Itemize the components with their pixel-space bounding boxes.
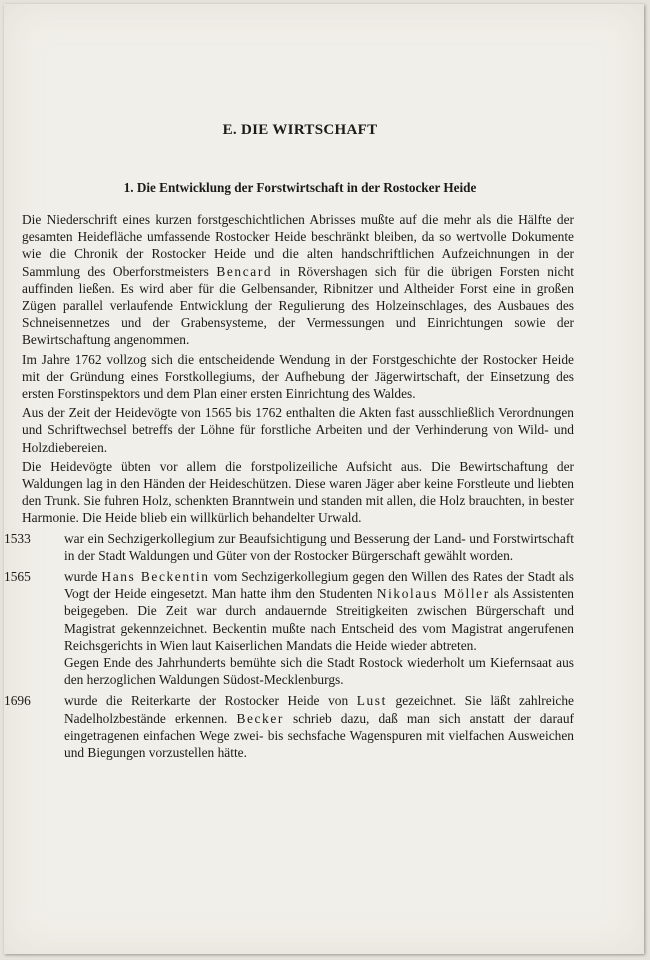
entry-text <box>64 692 574 761</box>
entry-text-continued: Gegen Ende des Jahrhunderts bemühte sich die Stadt Rostock wiederholt um Kiefernsaat aus den herzoglichen Waldungen Südost-Mecklenburgs. <box>64 655 574 688</box>
entry-text-part: wurde die Reiterkarte der Rostocker Heide von <box>64 693 357 709</box>
section-title: E. DIE WIRTSCHAFT <box>222 122 378 138</box>
entry-text-part: als Assistenten beigegeben. Die Zeit war durch andauernde Streitigkeiten zwischen Bürgerschaft und Magistrat gekennzeichnet. Beckentin mußte nach Entscheid des vom Magistrat angerufenen Reichsgerichts in Wien laut Kaiserlichen Mandats die Heide wieder abtreten. <box>64 586 574 653</box>
paragraph-1-part-a: Die Niederschrift eines kurzen forstgeschichtlichen Abrisses mußte auf die mehr als die Hälfte der gesamten Heidefläche umfassende Rostocker Heide beschränkt bleiben, da so wertvolle Dokumente wie die Chronik der Rostocker Heide und die alten handschriftlichen Aufzeichnungen in der Sammlung des Oberforstmeisters <box>22 212 574 279</box>
person-name-moeller: Nikolaus Möller <box>376 586 490 602</box>
chronicle-entry-1565 <box>4 568 574 688</box>
person-name-becker: Becker <box>236 710 284 726</box>
entry-text: war ein Sechzigerkollegium zur Beaufsichtigung und Besserung der Land- und Forstwirtschaft in der Stadt Waldungen und Güter von der Rostocker Bürgerschaft gewählt worden. <box>64 530 574 563</box>
year-label: 1533 <box>4 530 31 546</box>
document-page <box>4 4 644 954</box>
person-name-beckentin: Hans Beckentin <box>101 569 210 585</box>
entry-text-part: vom Sechzigerkollegium gegen den Willen des Rates der Stadt als Vogt der Heide eingesetzt. Man hatte ihm den Studenten <box>64 569 574 602</box>
year-label: 1696 <box>4 693 31 709</box>
paragraph-1 <box>22 211 574 349</box>
year-label: 1565 <box>4 569 31 585</box>
person-name-lust: Lust <box>356 693 387 709</box>
entry-text-part: gezeichnet. Sie läßt zahlreiche Nadelholzbestände erkennen. <box>64 693 574 726</box>
chronicle-entry-1533 <box>4 530 574 564</box>
chronicle-entry-1696 <box>4 692 574 761</box>
paragraph-1-part-b: in Rövershagen sich für die übrigen Forsten nicht auffinden ließen. Es wird aber für die Gelbensander, Ribnitzer und Altheider Forst eine in großen Zügen parallel verlaufende Entwicklung der Regulierung des Holzeinschlages, des Ausbaues des Schneisennetzes und der Grabensysteme, der Vermessungen und Einrichtungen sowie der Bewirtschaftung angenommen. <box>22 263 575 348</box>
paragraph-2: Im Jahre 1762 vollzog sich die entscheidende Wendung in der Forstgeschichte der Rostocker Heide mit der Gründung eines Forstkollegiums, der Aufhebung der Jägerwirtschaft, der Einsetzung des ersten Forstinspektors und dem Plan einer ersten Einrichtung des Waldes. <box>22 351 574 402</box>
paragraph-4: Die Heidevögte übten vor allem die forstpolizeiliche Aufsicht aus. Die Bewirtschaftung der Waldungen lag in den Händen der Heideschützen. Diese waren Jäger aber keine Forstleute und liebten den Trunk. Sie fuhren Holz, schenkten Branntwein und standen mit allen, die Holz brauchten, in bester Harmonie. Die Heide blieb ein willkürlich behandelter Urwald. <box>22 458 574 526</box>
person-name-bencard: Bencard <box>216 263 273 279</box>
chapter-title: 1. Die Entwicklung der Forstwirtschaft in der Rostocker Heide <box>123 180 477 195</box>
body-text <box>4 211 575 765</box>
entry-text-part: wurde <box>64 569 102 585</box>
entry-text <box>64 568 574 654</box>
paragraph-3: Aus der Zeit der Heidevögte von 1565 bis 1762 enthalten die Akten fast ausschließlich Verordnungen und Schriftwechsel betreffs der Löhne für forstliche Arbeiten und der Verhinderung von Wild- und Holzdiebereien. <box>22 405 574 455</box>
entry-text-part: schrieb dazu, daß man sich anstatt der darauf eingetragenen einfachen Wege zwei- bis sechsfache Wagenspuren mit vielfachen Ausweichen und Biegungen vorzustellen hätte. <box>64 710 574 761</box>
